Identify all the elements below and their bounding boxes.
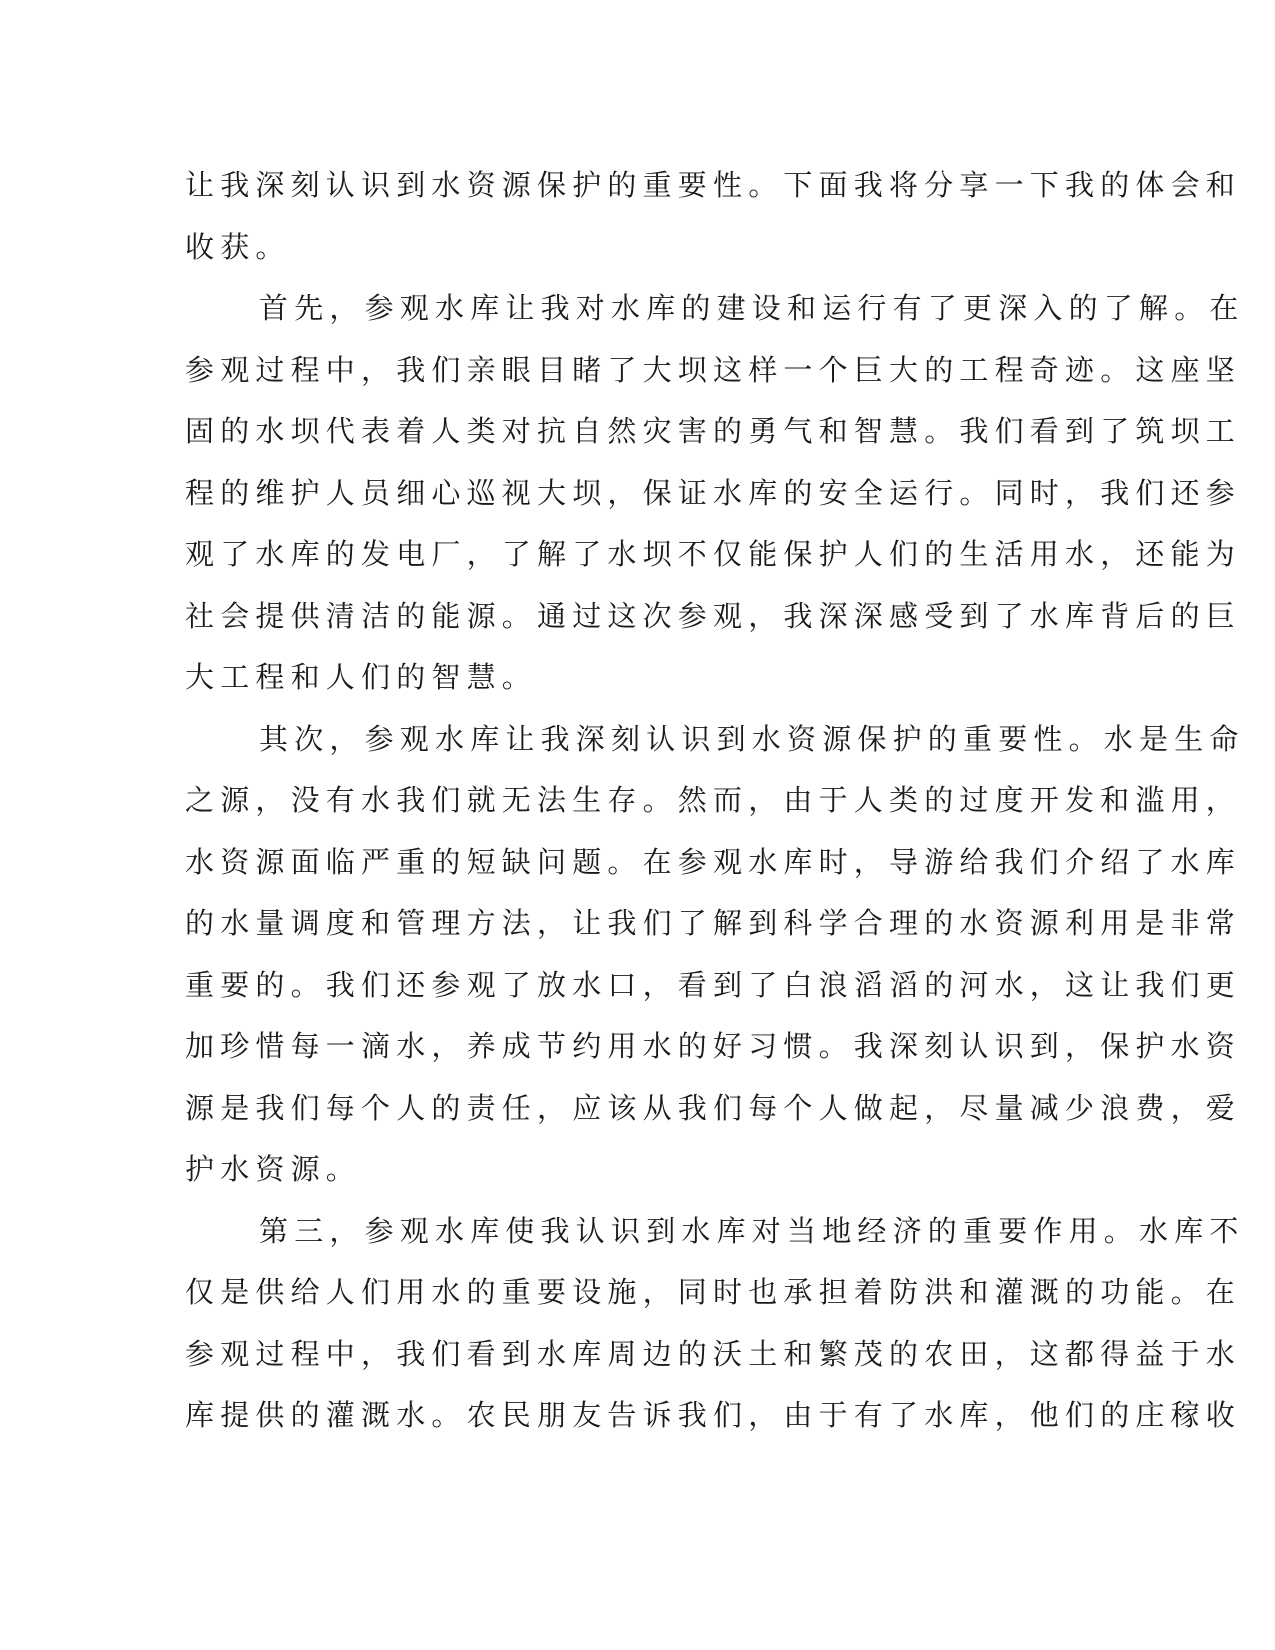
- text-line: 让我深刻认识到水资源保护的重要性。下面我将分享一下我的体会和: [185, 168, 1242, 202]
- text-line: 仅是供给人们用水的重要设施，同时也承担着防洪和灌溉的功能。在: [185, 1275, 1242, 1309]
- text-line: 源是我们每个人的责任，应该从我们每个人做起，尽量减少浪费，爱: [185, 1090, 1242, 1125]
- text-line: 加珍惜每一滴水，养成节约用水的好习惯。我深刻认识到，保护水资: [185, 1029, 1242, 1063]
- text-line: 参观过程中，我们亲眼目睹了大坝这样一个巨大的工程奇迹。这座坚: [185, 352, 1242, 387]
- text-line: 固的水坝代表着人类对抗自然灾害的勇气和智慧。我们看到了筑坝工: [185, 414, 1242, 448]
- paragraph-first-line: 其次，参观水库让我深刻认识到水资源保护的重要性。水是生命: [259, 721, 1245, 756]
- text-line: 参观过程中，我们看到水库周边的沃土和繁茂的农田，这都得益于水: [185, 1336, 1242, 1371]
- text-line: 大工程和人们的智慧。: [185, 660, 538, 694]
- text-line: 重要的。我们还参观了放水口，看到了白浪滔滔的河水，这让我们更: [185, 967, 1242, 1002]
- text-line: 的水量调度和管理方法，让我们了解到科学合理的水资源利用是非常: [185, 906, 1242, 940]
- text-line: 程的维护人员细心巡视大坝，保证水库的安全运行。同时，我们还参: [185, 475, 1242, 510]
- paragraph-first-line: 首先，参观水库让我对水库的建设和运行有了更深入的了解。在: [259, 291, 1245, 325]
- text-line: 之源，没有水我们就无法生存。然而，由于人类的过度开发和滥用，: [185, 783, 1242, 817]
- text-line: 库提供的灌溉水。农民朋友告诉我们，由于有了水库，他们的庄稼收: [185, 1398, 1242, 1432]
- paragraph-first-line: 第三，参观水库使我认识到水库对当地经济的重要作用。水库不: [259, 1213, 1245, 1248]
- text-line: 观了水库的发电厂，了解了水坝不仅能保护人们的生活用水，还能为: [185, 537, 1242, 571]
- text-line: 水资源面临严重的短缺问题。在参观水库时，导游给我们介绍了水库: [185, 844, 1242, 879]
- text-line: 社会提供清洁的能源。通过这次参观，我深深感受到了水库背后的巨: [185, 598, 1242, 633]
- body-text: [185, 155, 1245, 1447]
- text-line: 护水资源。: [185, 1152, 362, 1186]
- text-line: 收获。: [185, 229, 291, 264]
